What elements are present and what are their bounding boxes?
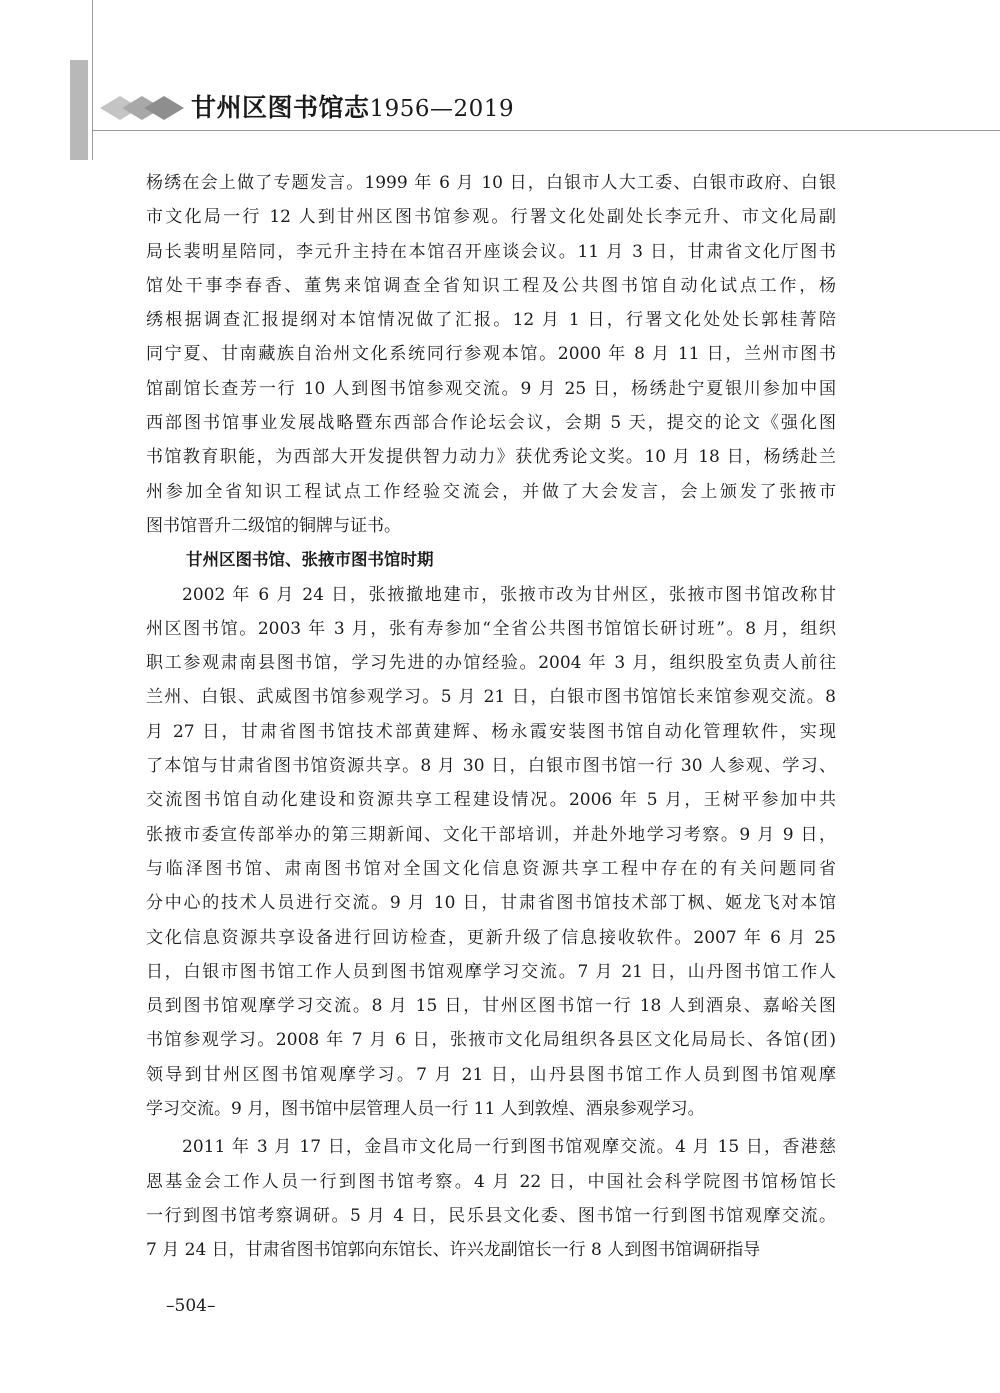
text-line: 张掖市委宣传部举办的第三期新闻、文化干部培训，并赴外地学习考察。9 月 9 日， [146, 824, 836, 845]
header-horizontal-rule [92, 130, 1000, 131]
text-line: 日，白银市图书馆工作人员到图书馆观摩学习交流。7 月 21 日，山丹图书馆工作人 [146, 961, 836, 982]
paragraph [146, 1130, 836, 1267]
header-vertical-rule [92, 0, 93, 160]
text-line: 一行到图书馆考察调研。5 月 4 日，民乐县文化委、图书馆一行到图书馆观摩交流。 [146, 1205, 836, 1226]
text-line: 员到图书馆观摩学习交流。8 月 15 日，甘州区图书馆一行 18 人到酒泉、嘉峪关图 [146, 996, 836, 1017]
text-line: 州参加全省知识工程试点工作经验交流会，并做了大会发言，会上颁发了张掖市 [146, 481, 836, 502]
text-line: 交流图书馆自动化建设和资源共享工程建设情况。2006 年 5 月，王树平参加中共 [146, 790, 836, 811]
header-years: 1956—2019 [369, 96, 515, 122]
text-line: 州区图书馆。2003 年 3 月，张有寿参加“全省公共图书馆馆长研讨班”。8 月，组织 [146, 618, 836, 639]
paragraph [146, 166, 836, 543]
text-line: 恩基金会工作人员一行到图书馆考察。4 月 22 日，中国社会科学院图书馆杨馆长 [146, 1171, 836, 1192]
text-line: 西部图书馆事业发展战略暨东西部合作论坛会议，会期 5 天，提交的论文《强化图 [146, 413, 836, 434]
text-line: 分中心的技术人员进行交流。9 月 10 日，甘肃省图书馆技术部丁枫、姬龙飞对本馆 [146, 893, 836, 914]
text-line: 书馆教育职能，为西部大开发提供智力动力》获优秀论文奖。10 月 18 日，杨绣赴兰 [146, 447, 836, 468]
text-line: 局长裴明星陪同，李元升主持在本馆召开座谈会议。11 月 3 日，甘肃省文化厅图书 [146, 241, 836, 262]
text-line: 2011 年 3 月 17 日，金昌市文化局一行到图书馆观摩交流。4 月 15 日，香港慈 [182, 1137, 836, 1158]
text-line: 馆副馆长查芳一行 10 人到图书馆参观交流。9 月 25 日，杨绣赴宁夏银川参加中国 [146, 378, 836, 399]
text-line: 兰州、白银、武威图书馆参观学习。5 月 21 日，白银市图书馆馆长来馆参观交流。8 [146, 687, 836, 708]
text-line: 杨绣在会上做了专题发言。1999 年 6 月 10 日，白银市人大工委、白银市政府、白银 [146, 173, 836, 193]
text-line: 月 27 日，甘肃省图书馆技术部黄建辉、杨永霞安装图书馆自动化管理软件，实现 [146, 721, 836, 742]
text-line: 职工参观肃南县图书馆，学习先进的办馆经验。2004 年 3 月，组织股室负责人前往 [146, 653, 836, 674]
text-line: 了本馆与甘肃省图书馆资源共享。8 月 30 日，白银市图书馆一行 30 人参观、学习、 [146, 756, 836, 777]
running-header [191, 92, 514, 125]
text-line: 与临泽图书馆、肃南图书馆对全国文化信息资源共享工程中存在的有关问题同省 [146, 858, 836, 879]
text-line: 同宁夏、甘南藏族自治州文化系统同行参观本馆。2000 年 8 月 11 日，兰州市图书 [146, 344, 836, 365]
text-line: 领导到甘州区图书馆观摩学习。7 月 21 日，山丹县图书馆工作人员到图书馆观摩 [146, 1064, 836, 1085]
header-side-bar [70, 60, 88, 160]
text-line: 7 月 24 日，甘肃省图书馆郭向东馆长、许兴龙副馆长一行 8 人到图书馆调研指导 [146, 1240, 761, 1261]
header-diamond-ornament-icon [98, 90, 188, 126]
text-line: 2002 年 6 月 24 日，张掖撤地建市，张掖市改为甘州区，张掖市图书馆改称甘 [182, 584, 836, 605]
text-line: 学习交流。9 月，图书馆中层管理人员一行 11 人到敦煌、酒泉参观学习。 [146, 1099, 705, 1120]
page-body [146, 166, 836, 1268]
page-number: –504– [166, 1296, 216, 1316]
header-title: 甘州区图书馆志 [191, 93, 370, 122]
text-line: 文化信息资源共享设备进行回访检查，更新升级了信息接收软件。2007 年 6 月 25 [146, 927, 836, 948]
text-line: 市文化局一行 12 人到甘州区图书馆参观。行署文化处副处长李元升、市文化局副 [146, 207, 836, 228]
text-line: 馆处干事李春香、董隽来馆调查全省知识工程及公共图书馆自动化试点工作，杨 [146, 275, 836, 296]
section-heading: 甘州区图书馆、张掖市图书馆时期 [186, 550, 434, 570]
text-line: 绣根据调查汇报提纲对本馆情况做了汇报。12 月 1 日，行署文化处处长郭桂菁陪 [146, 310, 836, 331]
text-line: 图书馆晋升二级馆的铜牌与证书。 [146, 515, 401, 536]
text-line: 书馆参观学习。2008 年 7 月 6 日，张掖市文化局组织各县区文化局局长、各馆(团) [146, 1030, 836, 1051]
paragraph [146, 578, 836, 1127]
